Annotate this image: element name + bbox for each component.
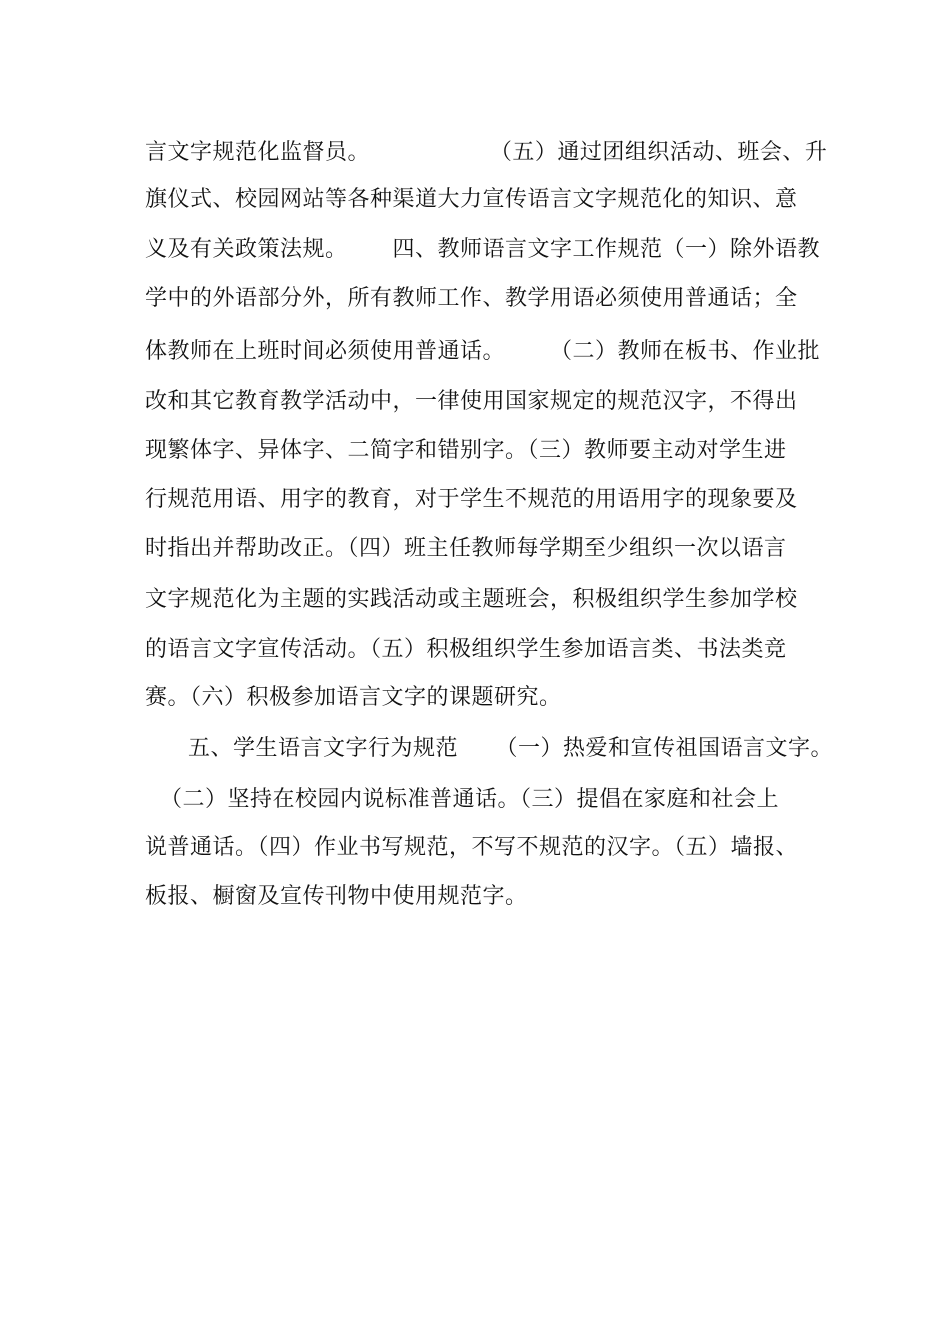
text-line: 体教师在上班时间必须使用普通话。 （二）教师在板书、作业批 xyxy=(145,339,820,364)
text-line: 现繁体字、异体字、二简字和错别字。（三）教师要主动对学生进 xyxy=(145,438,787,463)
text-line: 赛。（六）积极参加语言文字的课题研究。 xyxy=(145,685,562,710)
text-line: 义及有关政策法规。 四、教师语言文字工作规范（一）除外语教 xyxy=(145,237,820,262)
text-line: 言文字规范化监督员。 （五）通过团组织活动、班会、升 xyxy=(145,140,828,165)
section-heading-line: 五、学生语言文字行为规范 （一）热爱和宣传祖国语言文字。 xyxy=(188,736,833,761)
text-line: 板报、橱窗及宣传刊物中使用规范字。 xyxy=(145,884,528,909)
text-line: 时指出并帮助改正。（四）班主任教师每学期至少组织一次以语言 xyxy=(145,536,787,561)
text-line: 文字规范化为主题的实践活动或主题班会，积极组织学生参加学校 xyxy=(145,587,798,612)
text-line: 说普通话。（四）作业书写规范，不写不规范的汉字。（五）墙报、 xyxy=(145,835,799,860)
text-line: 旗仪式、校园网站等各种渠道大力宣传语言文字规范化的知识、意 xyxy=(145,187,798,212)
text-line: （二）坚持在校园内说标准普通话。（三）提倡在家庭和社会上 xyxy=(160,787,780,812)
text-line: 的语言文字宣传活动。（五）积极组织学生参加语言类、书法类竞 xyxy=(145,637,787,662)
text-line: 改和其它教育教学活动中，一律使用国家规定的规范汉字，不得出 xyxy=(145,389,798,414)
text-line: 学中的外语部分外，所有教师工作、教学用语必须使用普通话；全 xyxy=(145,286,798,311)
text-line: 行规范用语、用字的教育，对于学生不规范的用语用字的现象要及 xyxy=(145,487,798,512)
